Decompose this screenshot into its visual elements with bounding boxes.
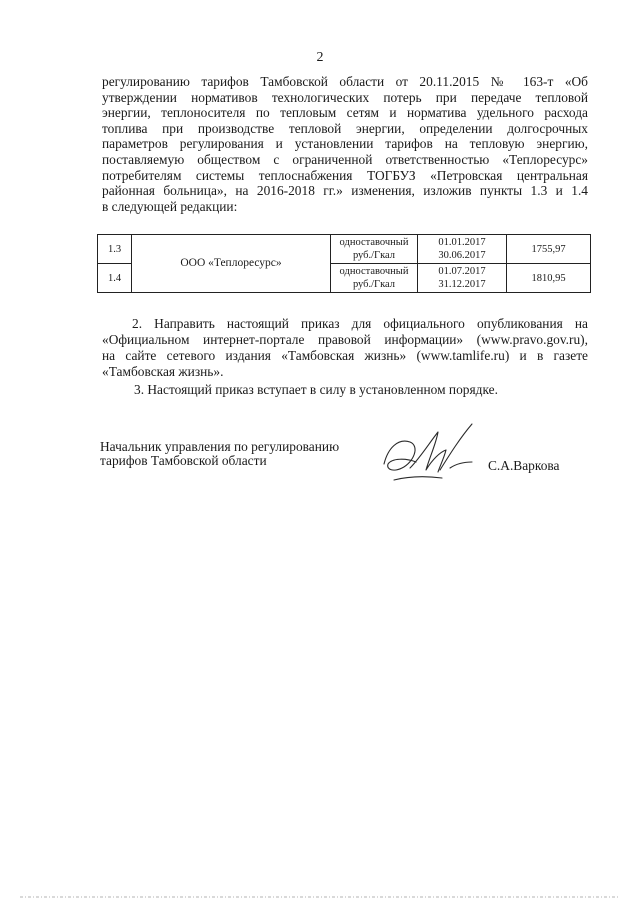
- intro-line: потребителям системы теплоснабжения ТОГБУЗ «Петровская центральная: [102, 167, 588, 183]
- paragraph-line: 2. Направить настоящий приказ для официального опубликования на: [132, 316, 588, 331]
- signatory-title-line: тарифов Тамбовской области: [100, 453, 267, 468]
- intro-line: энергии, теплоносителя по тепловым сетям и норматива удельного расхода: [102, 105, 588, 121]
- row-number-cell: 1.4: [98, 264, 132, 293]
- page-number: 2: [316, 50, 324, 65]
- intro-line: топлива при производстве тепловой энергии, определении долгосрочных: [102, 120, 588, 136]
- signatory-title-line: Начальник управления по регулированию: [100, 439, 340, 454]
- intro-line: районная больница», на 2016-2018 гг.» изменения, изложив пункты 1.3 и 1.4: [102, 183, 588, 199]
- tariff-type-label: одноставочный: [339, 237, 409, 248]
- paragraph-3: 3. Настоящий приказ вступает в силу в установленном порядке.: [134, 382, 498, 397]
- tariff-type-cell: [331, 264, 418, 293]
- tariff-value-cell: 1810,95: [507, 264, 591, 293]
- tariff-table: [97, 234, 591, 293]
- intro-line: параметров регулирования и установлении тарифов на тепловую энергию,: [102, 136, 588, 152]
- date-to: 30.06.2017: [438, 250, 486, 261]
- paragraph-2: [102, 316, 588, 380]
- table-row: [98, 235, 591, 264]
- date-from: 01.07.2017: [438, 266, 486, 277]
- tariff-unit-label: руб./Гкал: [352, 279, 396, 290]
- date-to: 31.12.2017: [438, 279, 486, 290]
- row-number-cell: 1.3: [98, 235, 132, 264]
- intro-paragraph: [102, 74, 588, 214]
- handwritten-signature: [380, 418, 490, 493]
- period-cell: [418, 264, 507, 293]
- signatory-title: [100, 440, 339, 468]
- organization-cell: ООО «Теплоресурс»: [132, 235, 331, 293]
- tariff-unit-label: руб./Гкал: [352, 250, 396, 261]
- period-cell: [418, 235, 507, 264]
- intro-line: в следующей редакции:: [102, 198, 238, 214]
- paragraph-line: «Официальном интернет-портале правовой информации» (www.pravo.gov.ru),: [102, 332, 588, 347]
- date-from: 01.01.2017: [438, 237, 486, 248]
- scan-edge-line: [0, 893, 640, 901]
- paragraph-line: на сайте сетевого издания «Тамбовская жизнь» (www.tamlife.ru) и в газете: [102, 348, 588, 363]
- tariff-type-label: одноставочный: [339, 266, 409, 277]
- intro-line: регулированию тарифов Тамбовской области от 20.11.2015 № 163-т «Об: [102, 74, 588, 89]
- tariff-value-cell: 1755,97: [507, 235, 591, 264]
- paragraph-line: «Тамбовская жизнь».: [102, 364, 224, 379]
- intro-line: поставляемую обществом с ограниченной ответственностью «Теплоресурс»: [102, 151, 588, 167]
- intro-line: утверждении нормативов технологических потерь при передаче тепловой: [102, 89, 588, 105]
- tariff-type-cell: [331, 235, 418, 264]
- signatory-name: С.А.Варкова: [488, 458, 560, 473]
